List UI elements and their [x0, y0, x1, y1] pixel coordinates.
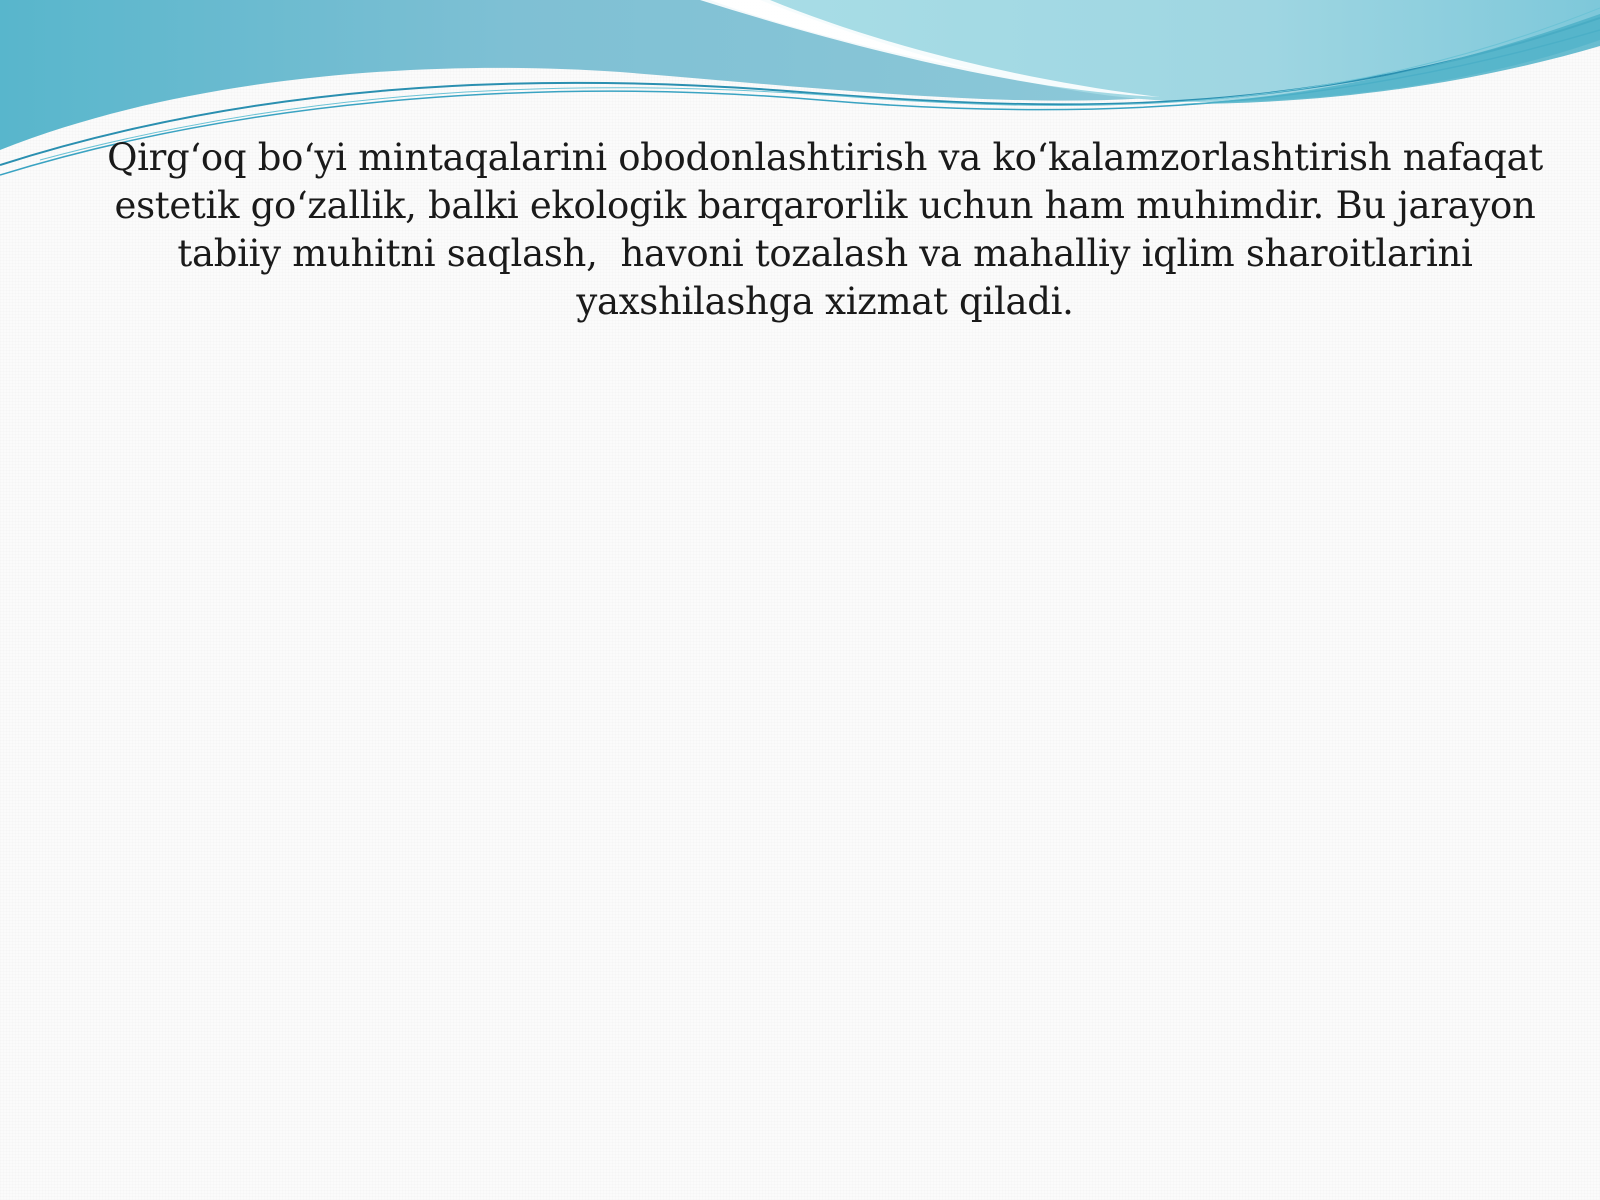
slide-paragraph: Qirg‘oq bo‘yi mintaqalarini obodonlashtirish va ko‘kalamzorlashtirish nafaqat estetik go‘zallik, balki ekologik barqarorlik uchun ham muhimdir. Bu jarayon tabiiy muhitni saqlash, havoni tozalash va mahalliy iqlim sharoitlarini yaxshilashga xizmat qiladi. — [107, 136, 1555, 323]
